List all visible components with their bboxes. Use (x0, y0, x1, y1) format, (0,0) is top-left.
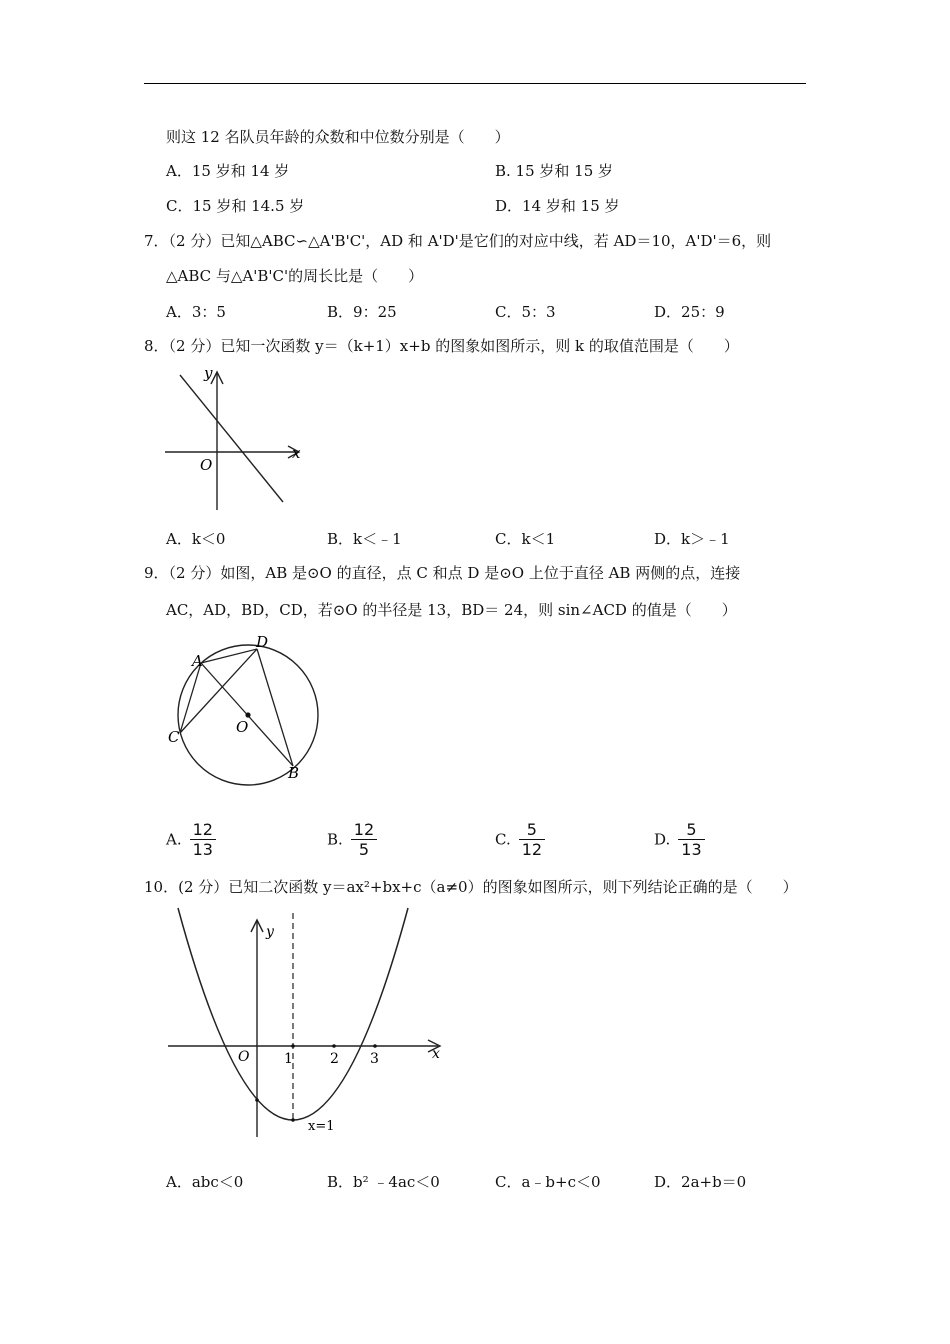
q8-option-a: A．k＜0 (166, 530, 226, 548)
q7-line2: △ABC 与△A'B'C'的周长比是（ ） (166, 267, 424, 285)
q10-option-d: D．2a+b＝0 (654, 1173, 747, 1191)
q9-option-d-num: 5 (678, 820, 704, 840)
header-rule (144, 83, 806, 84)
q6-text: 则这 12 名队员年龄的众数和中位数分别是（ ） (166, 128, 510, 146)
q9-label-a: A (192, 652, 203, 670)
q10-parabola-graph (160, 905, 455, 1145)
q8-text: 8．（2 分）已知一次函数 y＝（k+1）x+b 的图象如图所示，则 k 的取值范围是（ ） (144, 337, 739, 355)
q8-option-b: B．k＜﹣1 (327, 530, 402, 548)
q7-option-c: C．5：3 (495, 303, 556, 321)
q8-linear-graph (160, 360, 310, 515)
q7-option-d: D．25：9 (654, 303, 725, 321)
q9-option-a-label: A. (166, 830, 182, 849)
q10-axis-label: x=1 (308, 1119, 335, 1134)
q10-option-b: B．b² ﹣4ac＜0 (327, 1173, 440, 1191)
q8-x-label: x (292, 444, 301, 462)
q8-y-label: y (204, 364, 213, 382)
q10-y-label: y (266, 924, 274, 940)
q9-option-c-den: 12 (521, 840, 543, 859)
q9-label-d: D (256, 633, 269, 651)
q6-option-b: B. 15 岁和 15 岁 (495, 162, 614, 180)
q9-line1: 9．（2 分）如图，AB 是⊙O 的直径，点 C 和点 D 是⊙O 上位于直径 AB 两侧的点，连接 (144, 564, 741, 582)
q9-option-d-den: 13 (681, 840, 702, 859)
q10-option-c: C．a﹣b+c＜0 (495, 1173, 601, 1191)
q8-origin-label: O (200, 456, 213, 474)
q6-option-c: C．15 岁和 14.5 岁 (166, 197, 305, 215)
q9-option-a-num: 12 (190, 820, 216, 840)
q9-circle-figure (160, 630, 340, 790)
q10-option-a: A．abc＜0 (166, 1173, 244, 1191)
q7-line1: 7．（2 分）已知△ABC∽△A'B'C'，AD 和 A'D'是它们的对应中线，若 AD＝10，A'D'＝6，则 (144, 232, 772, 250)
q9-option-b-label: B. (327, 830, 343, 849)
q10-text: 10．(2 分）已知二次函数 y＝ax²+bx+c（a≠0）的图象如图所示，则下列结论正确的是（ ） (144, 878, 798, 896)
q8-option-d: D．k＞﹣1 (654, 530, 730, 548)
q9-line2: AC，AD，BD，CD，若⊙O 的半径是 13，BD＝ 24，则 sin∠ACD 的值是（ ） (166, 601, 737, 619)
q9-option-c (495, 820, 545, 859)
q9-option-b-num: 12 (351, 820, 377, 840)
q6-option-a: A．15 岁和 14 岁 (166, 162, 290, 180)
q9-option-d-label: D. (654, 830, 671, 849)
q10-x-label: x (432, 1046, 440, 1062)
q9-option-a (166, 820, 216, 859)
q9-label-c: C (168, 728, 180, 746)
q10-tick-2: 2 (330, 1051, 339, 1067)
q7-option-a: A．3：5 (166, 303, 226, 321)
q8-option-c: C．k＜1 (495, 530, 556, 548)
q6-option-d: D．14 岁和 15 岁 (495, 197, 620, 215)
q9-option-b (327, 820, 377, 859)
q9-option-d (654, 820, 705, 859)
q10-tick-3: 3 (370, 1051, 379, 1067)
q10-tick-1: 1 (284, 1051, 293, 1067)
q9-label-b: B (288, 764, 300, 782)
q9-option-c-num: 5 (519, 820, 545, 840)
q9-label-o: O (236, 718, 249, 736)
q9-option-c-label: C. (495, 830, 511, 849)
q10-origin-label: O (238, 1049, 250, 1065)
q9-option-a-den: 13 (192, 840, 213, 859)
q9-option-b-den: 5 (358, 840, 370, 859)
q7-option-b: B．9：25 (327, 303, 397, 321)
